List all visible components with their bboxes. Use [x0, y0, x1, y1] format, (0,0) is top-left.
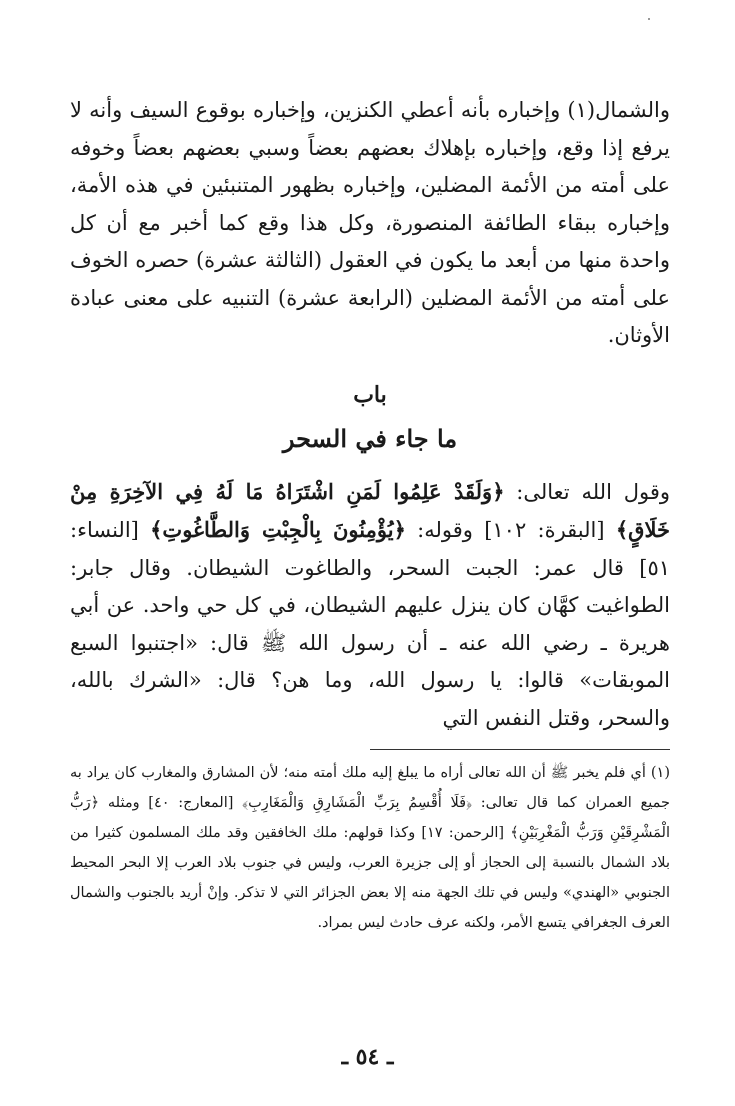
page-content — [70, 92, 670, 953]
chapter-body — [70, 473, 670, 738]
chapter-heading: باب — [353, 381, 387, 408]
footnote-text: أي فلم يخبر ﷺ أن الله تعالى أراه ما يبلغ إليه ملك أمته منه؛ لأن المشارق والمغارب كان يراد به جميع العمران كما قال تعالى: ﴿فَلَا أُقْسِمُ بِرَبِّ الْمَشَارِقِ وَالْمَغَارِبِ﴾ [المعارج: ٤٠] ومثله ﴿رَبُّ الْمَشْرِقَيْنِ وَرَبُّ الْمَغْرِبَيْنِ﴾ [الرحمن: ١٧] وكذا قولهم: ملك الخافقين وقد ملك المسلمون كثيرا من بلاد الشمال بالنسبة إلى الحجاز أو إلى جزيرة العرب، وليس في جنوب بلاد العرب إلا البحر المحيط الجنوبي «الهندي» وليس في تلك الجهة منه إلا بعض الجزائر التي لا تذكر. وإنْ أريد بالجنوب والشمال العرف الجغرافي يتسع الأمر، ولكنه عرف حادث ليس بمراد. — [70, 765, 670, 931]
scan-speck — [648, 18, 650, 20]
body-text: [النساء: ٥١] قال عمر: الجبت السحر، والطاغوت الشيطان. وقال جابر: الطواغيت كهَّان كان ينزل عليهم الشيطان، في كل حي واحد. عن أبي هريرة ـ رضي الله عنه ـ أن رسول الله ﷺ قال: «اجتنبوا السبع الموبقات» قالوا: يا رسول الله، وما هن؟ قال: «الشرك بالله، والسحر، وقتل النفس التي — [70, 518, 670, 730]
reference-baqarah: [البقرة: ١٠٢] وقوله: — [405, 518, 616, 542]
chapter-title: ما جاء في السحر — [282, 423, 458, 453]
quran-verse-nisa: ﴿يُؤْمِنُونَ بِالْجِبْتِ وَالطَّاغُوتِ﴾ — [150, 517, 406, 542]
body-intro: وقول الله تعالى: — [504, 479, 670, 504]
paragraph-continuation: والشمال(١) وإخباره بأنه أعطي الكنزين، وإخباره بوقوع السيف وأنه لا يرفع إذا وقع، وإخباره بإهلاك بعضهم بعضاً وسبي بعضهم بعضاً وخوفه على أمته من الأئمة المضلين، وإخباره بظهور المتنبئين في هذه الأمة، وإخباره ببقاء الطائفة المنصورة، وكل هذا وقع كما أخبر مع أن كل واحدة منها من أبعد ما يكون في العقول (الثالثة عشرة) حصره الخوف على أمته من الأئمة المضلين (الرابعة عشرة) التنبيه على معنى عبادة الأوثان. — [70, 98, 670, 347]
footnote-marker: (١) — [650, 765, 670, 781]
quran-verse-baqarah: ﴿وَلَقَدْ عَلِمُوا لَمَنِ اشْتَرَاهُ مَا لَهُ فِي الآخِرَةِ مِنْ خَلَاقٍ﴾ — [70, 478, 670, 542]
footnote — [70, 758, 670, 938]
footnote-divider — [370, 749, 670, 750]
page-number: ـ ٥٤ ـ — [341, 1044, 394, 1070]
